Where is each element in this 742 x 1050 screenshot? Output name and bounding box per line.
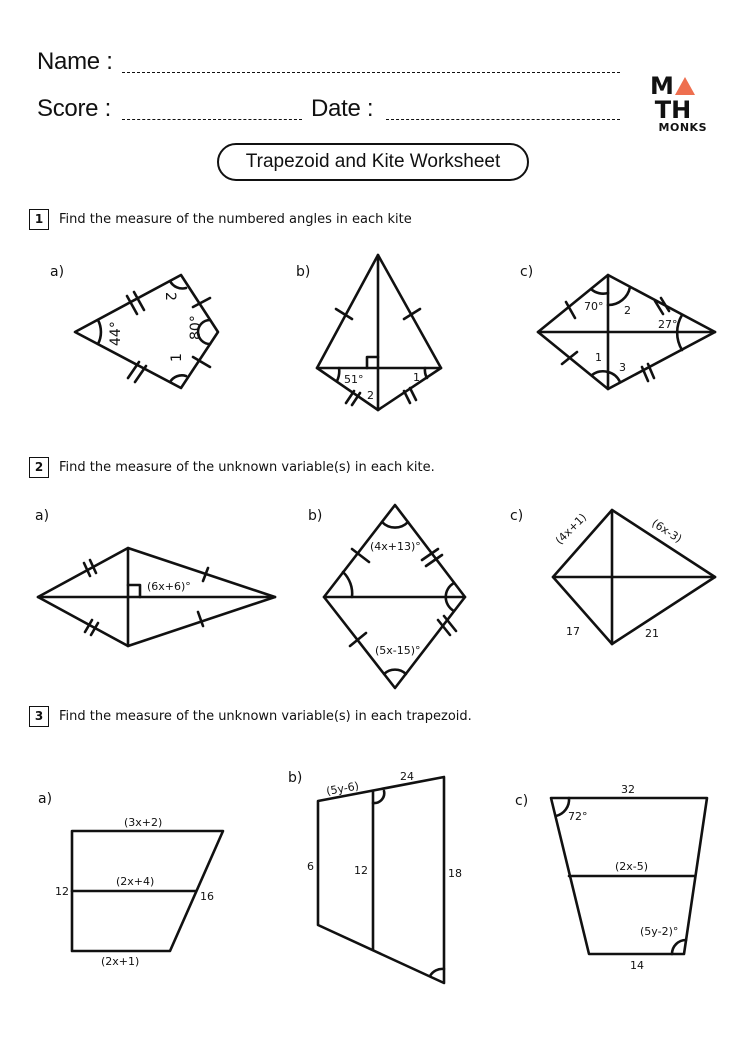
q3b-right-18: 18 (448, 867, 462, 880)
q3b-mid-12: 12 (354, 864, 368, 877)
q2c-side-4x1: (4x+1) (552, 510, 590, 548)
q2a-angle-expr: (6x+6)° (147, 580, 191, 593)
q3a-bottom-base: (2x+1) (101, 955, 140, 968)
q3a-top-base: (3x+2) (124, 816, 163, 829)
q1c-angle-27: 27° (658, 318, 678, 331)
q3c-top-32: 32 (621, 783, 635, 796)
q3a-left-12: 12 (55, 885, 69, 898)
date-label: Date : (311, 95, 374, 122)
q2c-label: c) (510, 508, 524, 524)
q1c-angle-3: 3 (619, 361, 626, 374)
q3c-angle-5y2: (5y-2)° (640, 925, 679, 938)
q3a-right-16: 16 (200, 890, 214, 903)
q1a-angle-80: 80° (188, 315, 204, 340)
logo-monks: MONKS (658, 121, 707, 134)
q1a-angle-2: 2 (162, 292, 178, 301)
q2a-label: a) (35, 508, 50, 524)
question-text: Find the measure of the unknown variable(s) in each trapezoid. (59, 709, 472, 724)
q1c-angle-70: 70° (584, 300, 604, 313)
q3b-left-6: 6 (307, 860, 314, 873)
q1c-kite-figure (538, 275, 715, 389)
q1c-angle-2: 2 (624, 304, 631, 317)
q2c-side-17: 17 (566, 625, 580, 638)
worksheet-title: Trapezoid and Kite Worksheet (217, 143, 529, 181)
q1b-angle-51: 51° (344, 373, 364, 386)
q1b-kite-figure (317, 255, 441, 410)
q2b-angle-bottom: (5x-15)° (375, 644, 421, 657)
q1a-angle-44: 44° (108, 321, 124, 346)
q3a-midsegment: (2x+4) (116, 875, 155, 888)
question-number-box: 2 (29, 457, 49, 478)
name-label: Name : (37, 48, 113, 75)
q1a-label: a) (50, 264, 65, 280)
q3b-trapezoid-figure (318, 777, 444, 983)
q1c-label: c) (520, 264, 534, 280)
q3b-label: b) (288, 770, 303, 786)
q3b-top-right-24: 24 (400, 770, 414, 783)
q3c-bottom-14: 14 (630, 959, 644, 972)
logo-letters-th: TH (654, 96, 692, 124)
q3b-top-left: (5y-6) (325, 779, 360, 798)
q3c-angle-72: 72° (568, 810, 588, 823)
q2c-side-21: 21 (645, 627, 659, 640)
q2b-label: b) (308, 508, 323, 524)
logo-letter-m: M (650, 72, 674, 100)
q1b-angle-2: 2 (367, 389, 374, 402)
q2b-kite-figure (324, 505, 465, 688)
q1a-angle-1: 1 (169, 353, 185, 362)
q3c-label: c) (515, 793, 529, 809)
question-number-box: 3 (29, 706, 49, 727)
q2c-side-6x3: (6x-3) (649, 516, 685, 546)
score-label: Score : (37, 95, 111, 122)
q2a-kite-figure (38, 548, 275, 646)
q3a-label: a) (38, 791, 53, 807)
q1b-label: b) (296, 264, 311, 280)
q3c-midsegment: (2x-5) (615, 860, 649, 873)
question-text: Find the measure of the unknown variable(s) in each kite. (59, 460, 435, 475)
q1c-angle-1: 1 (595, 351, 602, 364)
q2b-angle-top: (4x+13)° (370, 540, 421, 553)
question-text: Find the measure of the numbered angles in each kite (59, 212, 412, 227)
q1b-angle-1: 1 (413, 371, 420, 384)
question-number-box: 1 (29, 209, 49, 230)
